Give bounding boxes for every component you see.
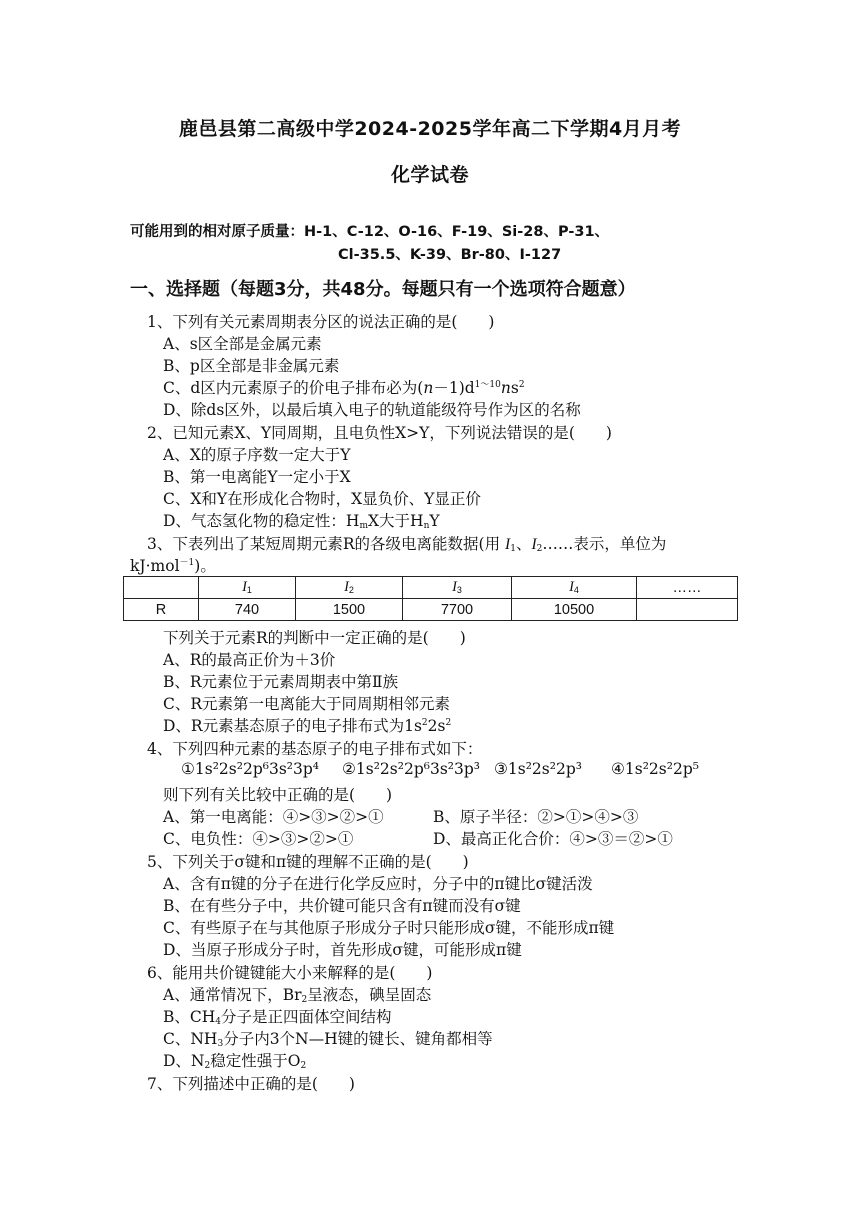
- atomic-mass-values-1: H-1、C-12、O-16、F-19、Si-28、P-31、: [304, 224, 610, 240]
- q1-option-d: D、除ds区外，以最后填入电子的轨道能级符号作为区的名称: [163, 401, 581, 419]
- q6-option-c: [163, 1027, 493, 1049]
- q4-config-4: ④1s²2s²2p⁵: [611, 760, 699, 778]
- q1-stem: 1、下列有关元素周期表分区的说法正确的是( ): [147, 313, 495, 331]
- q6-option-d-mid: 稳定性强于O: [210, 1052, 301, 1070]
- q1-option-c-sup2: 2: [518, 380, 525, 390]
- q6-option-c-suffix: 分子内3个N—H键的键长、键角都相等: [223, 1030, 493, 1048]
- q3-unit: kJ·mol: [130, 557, 180, 575]
- q3-stem-text: 3、下表列出了某短周期元素R的各级电离能数据(用: [147, 535, 501, 553]
- q1-option-c-n: n: [423, 379, 434, 397]
- table-cell: 7700: [403, 599, 512, 621]
- q6-option-c-sub: 3: [217, 1039, 224, 1049]
- q2-option-d-text: D、气态氢化物的稳定性：H: [163, 512, 360, 530]
- q6-option-d-sub1: 2: [204, 1061, 211, 1071]
- q6-option-d-text: D、N: [163, 1052, 205, 1070]
- q4-option-c: C、电负性：④>③>②>①: [163, 830, 354, 848]
- q2-option-d: [163, 509, 440, 531]
- table-header-cell: [296, 577, 403, 599]
- q4-config-2: ②1s²2s²2p⁶3s²3p³: [342, 760, 480, 778]
- q2-option-d-suffix: Y: [429, 512, 440, 530]
- q2-option-b: B、第一电离能Y一定小于X: [163, 468, 351, 486]
- table-cell: 1500: [296, 599, 403, 621]
- q4-option-a: A、第一电离能：④>③>②>①: [163, 808, 384, 826]
- table-cell: [637, 599, 738, 621]
- q6-option-a: [163, 983, 431, 1005]
- q6-option-c-text: C、NH: [163, 1030, 218, 1048]
- table-header-cell: [512, 577, 637, 599]
- q6-option-a-text: A、通常情况下，Br: [163, 986, 302, 1004]
- q1-option-a: A、s区全部是金属元素: [163, 335, 322, 353]
- q5-option-c: C、有些原子在与其他原子形成分子时只能形成σ键，不能形成π键: [163, 919, 615, 937]
- q2-option-d-mid: X大于H: [368, 512, 424, 530]
- exam-title: 鹿邑县第二高级中学2024-2025学年高二下学期4月月考: [178, 118, 682, 140]
- q3-option-d-sup2: 2: [445, 718, 452, 728]
- q3-stem-line-2: [130, 554, 216, 576]
- atomic-mass-line-1: [130, 220, 609, 241]
- atomic-mass-label: 可能用到的相对原子质量：: [130, 224, 304, 240]
- q4-option-b: B、原子半径：②>①>④>③: [433, 808, 639, 826]
- table-header-cell: [403, 577, 512, 599]
- table-header-cell: [199, 577, 296, 599]
- q2-option-d-sub-m: m: [359, 521, 368, 531]
- q6-option-d: [163, 1049, 306, 1071]
- q3-stem-sub1: 1: [510, 544, 516, 554]
- q1-option-b: B、p区全部是非金属元素: [163, 357, 340, 375]
- q1-option-c-n2: n: [500, 379, 511, 397]
- q3-option-d-text: D、R元素基态原子的电子排布式为1s: [163, 717, 422, 735]
- table-row: [124, 599, 738, 621]
- q2-option-d-sub-n: n: [423, 521, 430, 531]
- q3-stem-line-1: [147, 532, 666, 554]
- q5-stem: 5、下列关于σ键和π键的理解不正确的是( ): [147, 853, 469, 871]
- q4-config-1: ①1s²2s²2p⁶3s²3p⁴: [181, 760, 319, 778]
- header-i1-sub: 1: [246, 585, 252, 595]
- table-cell: 10500: [512, 599, 637, 621]
- q2-option-a: A、X的原子序数一定大于Y: [163, 446, 351, 464]
- q3-sub-stem: 下列关于元素R的判断中一定正确的是( ): [163, 629, 466, 647]
- q6-option-b-suffix: 分子是正四面体空间结构: [221, 1008, 392, 1026]
- table-header-cell: ……: [637, 577, 738, 599]
- q4-stem: 4、下列四种元素的基态原子的电子排布式如下：: [147, 740, 483, 758]
- q1-option-c-mid: －1)d: [433, 379, 475, 397]
- q7-stem: 7、下列描述中正确的是( ): [147, 1075, 355, 1093]
- q6-option-d-sub2: 2: [300, 1061, 307, 1071]
- q3-option-d: [163, 714, 451, 736]
- header-i1: I: [242, 579, 247, 595]
- table-cell: 740: [199, 599, 296, 621]
- q4-sub-stem: 则下列有关比较中正确的是( ): [163, 786, 393, 804]
- q1-option-c-s: s: [510, 379, 519, 397]
- exam-subtitle: 化学试卷: [390, 164, 469, 186]
- header-i3: I: [452, 579, 457, 595]
- q3-option-d-mid: 2s: [427, 717, 446, 735]
- q1-option-c-sup: 1～10: [474, 380, 501, 390]
- q5-option-b: B、在有些分子中，共价键可能只含有π键而没有σ键: [163, 897, 521, 915]
- q4-config-3: ③1s²2s²2p³: [494, 760, 582, 778]
- q3-stem-i2: I: [531, 536, 537, 553]
- ionization-energy-table: [123, 576, 738, 621]
- q6-option-b: [163, 1005, 392, 1027]
- q2-stem: 2、已知元素X、Y同周期，且电负性X>Y，下列说法错误的是( ): [147, 424, 612, 442]
- q3-unit-suffix: )。: [194, 557, 216, 575]
- table-row-label: R: [124, 599, 199, 621]
- q6-option-b-text: B、CH: [163, 1008, 216, 1026]
- atomic-mass-values-2: Cl-35.5、K-39、Br-80、I-127: [338, 247, 562, 263]
- q3-option-a: A、R的最高正价为＋3价: [163, 651, 336, 669]
- q3-stem-i1: I: [505, 536, 511, 553]
- q6-option-a-suffix: 呈液态，碘呈固态: [307, 986, 432, 1004]
- q5-option-d: D、当原子形成分子时，首先形成σ键，可能形成π键: [163, 941, 522, 959]
- q3-option-b: B、R元素位于元素周期表中第Ⅱ族: [163, 673, 399, 691]
- q3-stem-sub2: 2: [536, 544, 543, 554]
- section-heading-choice: 一、选择题（每题3分，共48分。每题只有一个选项符合题意）: [130, 279, 636, 300]
- q3-stem-text-b: ……表示，单位为: [542, 535, 667, 553]
- q4-option-d: D、最高正化合价：④>③＝②>①: [433, 830, 673, 848]
- q3-option-d-sup1: 2: [421, 718, 428, 728]
- header-i4: I: [569, 579, 574, 595]
- q2-option-c: C、X和Y在形成化合物时，X显负价、Y显正价: [163, 490, 481, 508]
- table-header-row: [124, 577, 738, 599]
- q3-option-c: C、R元素第一电离能大于同周期相邻元素: [163, 695, 451, 713]
- table-header-cell: [124, 577, 199, 599]
- q3-unit-sup: －1: [179, 558, 195, 568]
- q1-option-c-text: C、d区内元素原子的价电子排布必为(: [163, 379, 424, 397]
- q6-stem: 6、能用共价键键能大小来解释的是( ): [147, 964, 433, 982]
- header-i2: I: [344, 579, 349, 595]
- q1-option-c: [163, 376, 525, 398]
- q6-option-a-sub: 2: [301, 995, 308, 1005]
- q3-stem-sep: 、: [515, 535, 532, 553]
- header-i3-sub: 3: [456, 585, 462, 595]
- header-i2-sub: 2: [348, 585, 354, 595]
- q6-option-b-sub: 4: [215, 1017, 222, 1027]
- header-i4-sub: 4: [573, 585, 579, 595]
- q5-option-a: A、含有π键的分子在进行化学反应时，分子中的π键比σ键活泼: [163, 875, 593, 893]
